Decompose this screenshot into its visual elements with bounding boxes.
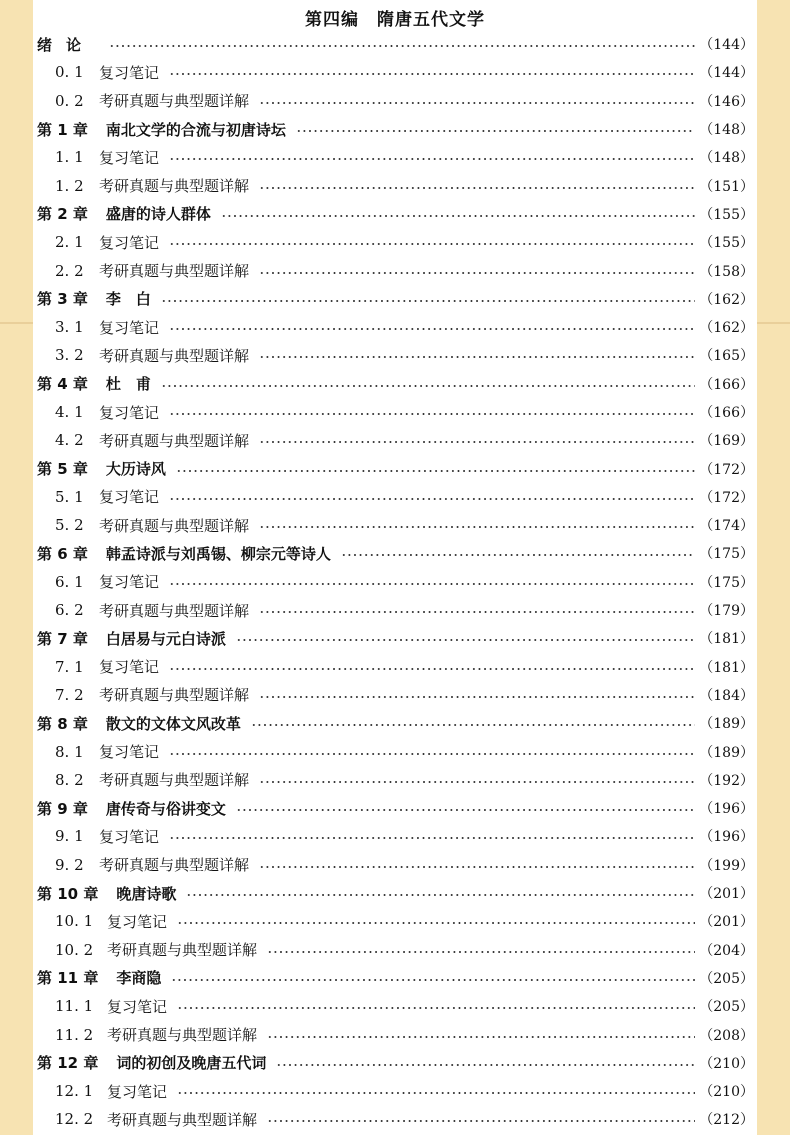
entry-number: 第 5 章 — [37, 460, 88, 479]
toc-section-entry[interactable] — [33, 143, 757, 171]
toc-section-entry[interactable] — [33, 737, 757, 765]
toc-section-entry[interactable] — [33, 681, 757, 709]
entry-title: 唐传奇与俗讲变文 — [105, 799, 226, 818]
entry-page-number: （196） — [699, 801, 754, 818]
entry-page-number: （174） — [699, 518, 754, 535]
entry-page-number: （162） — [699, 320, 754, 337]
entry-number: 第 7 章 — [37, 629, 88, 648]
entry-title: 复习笔记 — [99, 403, 160, 422]
entry-number: 0. 1 — [55, 63, 84, 82]
dot-leader — [161, 300, 695, 302]
entry-page-number: （179） — [699, 603, 754, 620]
entry-title: 考研真题与典型题详解 — [107, 941, 258, 960]
toc-section-entry[interactable] — [33, 822, 757, 850]
toc-section-entry[interactable] — [33, 341, 757, 369]
toc-section-entry[interactable] — [33, 907, 757, 935]
toc-section-entry[interactable] — [33, 1077, 757, 1105]
entry-number: 10. 1 — [55, 912, 94, 931]
entry-title: 散文的文体文风改革 — [105, 714, 241, 733]
dot-leader — [259, 356, 695, 358]
entry-title: 大历诗风 — [105, 460, 166, 479]
entry-title: 复习笔记 — [99, 658, 160, 677]
toc-chapter-entry[interactable] — [33, 539, 757, 567]
toc-chapter-entry[interactable] — [33, 30, 757, 58]
dot-leader — [296, 130, 695, 132]
entry-number: 12. 1 — [55, 1082, 94, 1101]
entry-number: 6. 2 — [55, 601, 84, 620]
entry-number: 第 6 章 — [37, 544, 88, 563]
toc-section-entry[interactable] — [33, 936, 757, 964]
entry-number: 4. 2 — [55, 431, 84, 450]
entry-number: 9. 1 — [55, 827, 84, 846]
toc-chapter-entry[interactable] — [33, 624, 757, 652]
toc-chapter-entry[interactable] — [33, 454, 757, 482]
entry-page-number: （181） — [699, 631, 754, 648]
toc-chapter-entry[interactable] — [33, 200, 757, 228]
entry-page-number: （166） — [699, 405, 754, 421]
entry-number: 绪论 — [37, 35, 96, 54]
toc-section-entry[interactable] — [33, 483, 757, 511]
entry-number: 第 11 章 — [37, 969, 99, 988]
dot-leader — [221, 215, 695, 217]
toc-section-entry[interactable] — [33, 1105, 757, 1133]
dot-leader — [267, 951, 695, 953]
dot-leader — [169, 243, 695, 245]
dot-leader — [176, 470, 695, 472]
entry-number: 5. 1 — [55, 487, 84, 506]
entry-title: 考研真题与典型题详解 — [99, 92, 250, 111]
entry-number: 3. 2 — [55, 346, 84, 365]
dot-leader — [177, 1092, 695, 1094]
section-title: 第四编 隋唐五代文学 — [305, 10, 485, 30]
entry-page-number: （144） — [699, 37, 754, 54]
entry-title: 复习笔记 — [99, 148, 160, 167]
dot-leader — [267, 1120, 695, 1122]
toc-section-entry[interactable] — [33, 851, 757, 879]
dot-leader — [259, 781, 695, 783]
entry-page-number: （201） — [699, 886, 754, 903]
entry-page-number: （169） — [699, 433, 754, 450]
toc-section-entry[interactable] — [33, 653, 757, 681]
entry-page-number: （210） — [699, 1055, 754, 1072]
entry-title: 复习笔记 — [99, 488, 160, 507]
entry-page-number: （155） — [699, 235, 754, 252]
entry-page-number: （205） — [699, 970, 754, 987]
entry-title: 李 白 — [105, 290, 151, 309]
entry-title: 考研真题与典型题详解 — [99, 262, 250, 281]
entry-page-number: （151） — [699, 178, 754, 195]
dot-leader — [169, 753, 695, 755]
dot-leader — [259, 272, 695, 274]
entry-title: 复习笔记 — [107, 997, 168, 1016]
entry-page-number: （175） — [699, 574, 754, 591]
toc-page — [33, 0, 757, 1135]
entry-number: 11. 1 — [55, 997, 94, 1016]
entry-title: 复习笔记 — [99, 318, 160, 337]
dot-leader — [109, 45, 695, 47]
entry-page-number: （204） — [699, 942, 754, 959]
dot-leader — [259, 866, 695, 868]
entry-page-number: （146） — [699, 93, 754, 110]
entry-page-number: （148） — [699, 122, 754, 139]
entry-title: 复习笔记 — [99, 63, 160, 82]
entry-number: 9. 2 — [55, 855, 84, 874]
entry-number: 5. 2 — [55, 516, 84, 535]
toc-chapter-entry[interactable] — [33, 115, 757, 143]
toc-list — [33, 30, 757, 1134]
entry-page-number: （189） — [699, 744, 754, 761]
entry-page-number: （155） — [699, 206, 754, 223]
toc-chapter-entry[interactable] — [33, 964, 757, 992]
entry-page-number: （208） — [699, 1027, 754, 1044]
toc-chapter-entry[interactable] — [33, 370, 757, 398]
entry-title: 韩孟诗派与刘禹锡、柳宗元等诗人 — [105, 544, 331, 563]
entry-page-number: （166） — [699, 376, 754, 393]
dot-leader — [169, 498, 695, 500]
entry-title: 盛唐的诗人群体 — [105, 205, 211, 224]
entry-title: 考研真题与典型题详解 — [99, 856, 250, 875]
dot-leader — [236, 639, 695, 641]
entry-page-number: （162） — [699, 291, 754, 308]
entry-title: 考研真题与典型题详解 — [99, 431, 250, 450]
dot-leader — [259, 526, 695, 528]
entry-number: 8. 2 — [55, 770, 84, 789]
entry-title: 复习笔记 — [107, 1082, 168, 1101]
entry-number: 第 9 章 — [37, 799, 88, 818]
dot-leader — [169, 328, 695, 330]
entry-number: 2. 1 — [55, 233, 84, 252]
entry-number: 0. 2 — [55, 91, 84, 110]
toc-section-entry[interactable] — [33, 511, 757, 539]
dot-leader — [169, 583, 695, 585]
entry-title: 考研真题与典型题详解 — [99, 177, 250, 196]
entry-page-number: （165） — [699, 348, 754, 365]
dot-leader — [161, 385, 695, 387]
toc-section-entry[interactable] — [33, 568, 757, 596]
dot-leader — [177, 1007, 695, 1009]
entry-number: 第 12 章 — [37, 1054, 99, 1073]
entry-number: 8. 1 — [55, 742, 84, 761]
toc-chapter-entry[interactable] — [33, 794, 757, 822]
toc-section-entry[interactable] — [33, 1020, 757, 1048]
entry-title: 考研真题与典型题详解 — [99, 771, 250, 790]
entry-page-number: （181） — [699, 659, 754, 676]
toc-section-entry[interactable] — [33, 596, 757, 624]
entry-page-number: （148） — [699, 150, 754, 167]
entry-title: 考研真题与典型题详解 — [99, 346, 250, 365]
entry-page-number: （196） — [699, 829, 754, 846]
entry-number: 第 2 章 — [37, 205, 88, 224]
entry-page-number: （172） — [699, 461, 754, 478]
entry-number: 1. 2 — [55, 176, 84, 195]
entry-number: 1. 1 — [55, 148, 84, 167]
entry-title: 复习笔记 — [107, 912, 168, 931]
dot-leader — [236, 809, 695, 811]
entry-number: 7. 1 — [55, 657, 84, 676]
entry-number: 4. 1 — [55, 403, 84, 421]
dot-leader — [259, 696, 695, 698]
toc-chapter-entry[interactable] — [33, 1049, 757, 1077]
entry-title: 考研真题与典型题详解 — [107, 1026, 258, 1045]
entry-title: 李商隐 — [116, 969, 162, 988]
right-margin-rule — [757, 322, 790, 324]
entry-page-number: （212） — [699, 1112, 754, 1129]
toc-section-entry[interactable] — [33, 426, 757, 454]
dot-leader — [169, 158, 695, 160]
entry-page-number: （192） — [699, 772, 754, 789]
entry-number: 2. 2 — [55, 261, 84, 280]
entry-page-number: （189） — [699, 716, 754, 733]
dot-leader — [186, 894, 695, 896]
entry-number: 第 3 章 — [37, 290, 88, 309]
entry-title: 复习笔记 — [99, 743, 160, 762]
entry-page-number: （205） — [699, 999, 754, 1016]
entry-number: 11. 2 — [55, 1025, 94, 1044]
dot-leader — [267, 1036, 695, 1038]
dot-leader — [169, 837, 695, 839]
entry-title: 南北文学的合流与初唐诗坛 — [105, 120, 286, 139]
dot-leader — [169, 73, 695, 75]
entry-page-number: （144） — [699, 65, 754, 82]
entry-number: 第 8 章 — [37, 714, 88, 733]
toc-section-entry[interactable] — [33, 58, 757, 86]
toc-chapter-entry[interactable] — [33, 285, 757, 313]
dot-leader — [276, 1064, 695, 1066]
entry-title: 复习笔记 — [99, 827, 160, 846]
entry-title: 考研真题与典型题详解 — [99, 601, 250, 620]
dot-leader — [259, 102, 695, 104]
entry-page-number: （184） — [699, 687, 754, 704]
entry-title: 复习笔记 — [99, 573, 160, 592]
toc-section-entry[interactable] — [33, 992, 757, 1020]
entry-title: 考研真题与典型题详解 — [107, 1110, 258, 1129]
dot-leader — [259, 187, 695, 189]
toc-chapter-entry[interactable] — [33, 709, 757, 737]
entry-number: 第 1 章 — [37, 120, 88, 139]
entry-page-number: （175） — [699, 546, 754, 563]
entry-number: 第 4 章 — [37, 375, 88, 394]
toc-section-entry[interactable] — [33, 313, 757, 341]
entry-number: 第 10 章 — [37, 884, 99, 903]
entry-page-number: （158） — [699, 263, 754, 280]
entry-number: 10. 2 — [55, 940, 94, 959]
dot-leader — [259, 441, 695, 443]
entry-page-number: （210） — [699, 1084, 754, 1101]
entry-page-number: （199） — [699, 857, 754, 874]
dot-leader — [259, 611, 695, 613]
toc-section-entry[interactable] — [33, 228, 757, 256]
toc-section-entry[interactable] — [33, 256, 757, 284]
entry-number: 12. 2 — [55, 1110, 94, 1129]
dot-leader — [177, 922, 695, 924]
entry-title: 词的初创及晚唐五代词 — [116, 1054, 267, 1073]
entry-title: 考研真题与典型题详解 — [99, 686, 250, 705]
entry-title: 杜 甫 — [105, 375, 151, 394]
left-margin-rule — [0, 322, 33, 324]
entry-page-number: （201） — [699, 914, 754, 931]
entry-title: 白居易与元白诗派 — [105, 629, 226, 648]
entry-title: 晚唐诗歌 — [116, 884, 177, 903]
entry-title: 复习笔记 — [99, 233, 160, 252]
toc-section-entry[interactable] — [33, 398, 757, 426]
toc-chapter-entry[interactable] — [33, 879, 757, 907]
toc-section-entry[interactable] — [33, 171, 757, 199]
entry-number: 6. 1 — [55, 572, 84, 591]
dot-leader — [169, 413, 695, 415]
entry-title: 考研真题与典型题详解 — [99, 516, 250, 535]
dot-leader — [169, 668, 695, 670]
dot-leader — [171, 979, 695, 981]
toc-section-entry[interactable] — [33, 766, 757, 794]
entry-number: 7. 2 — [55, 685, 84, 704]
dot-leader — [341, 554, 695, 556]
toc-section-entry[interactable] — [33, 87, 757, 115]
entry-number: 3. 1 — [55, 318, 84, 337]
entry-page-number: （172） — [699, 489, 754, 506]
dot-leader — [251, 724, 695, 726]
